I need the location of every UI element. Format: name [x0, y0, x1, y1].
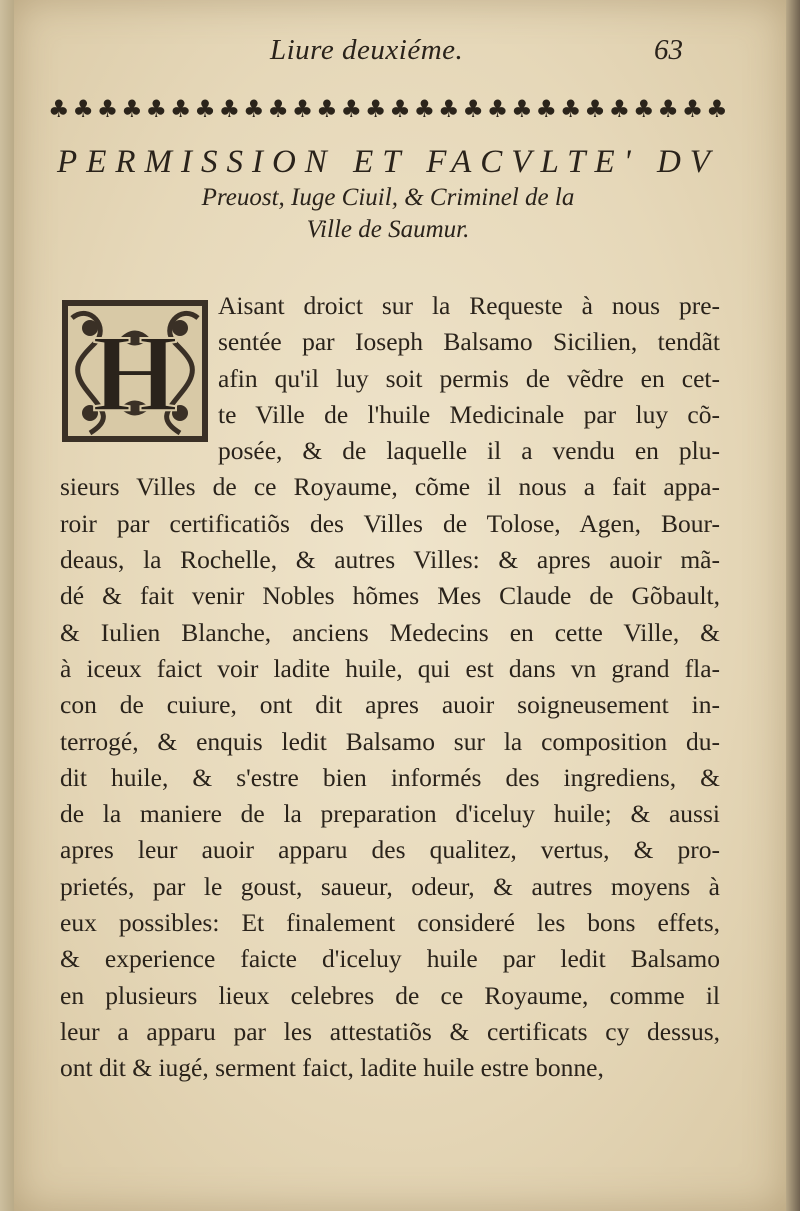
text-line: eux possibles: Et finalement consideré les bons effets, [60, 908, 720, 938]
fleuron-icon: ♣ [559, 95, 582, 123]
fleuron-icon: ♣ [608, 95, 631, 123]
fleuron-icon: ♣ [291, 95, 314, 123]
fleuron-icon: ♣ [364, 95, 387, 123]
fleuron-icon: ♣ [145, 95, 168, 123]
text-line: ont dit & iugé, serment faict, ladite huile estre bonne, [60, 1053, 604, 1083]
ornamental-band [48, 92, 728, 126]
right-page-edge [786, 0, 800, 1211]
page-number: 63 [654, 34, 683, 66]
text-line: de la maniere de la preparation d'iceluy huile; & aussi [60, 799, 720, 829]
text-line: leur a apparu par les attestatiõs & certificats cy dessus, [60, 1016, 720, 1046]
text-line: à iceux faict voir ladite huile, qui est dans vn grand fla- [60, 653, 720, 683]
fleuron-icon: ♣ [462, 95, 484, 123]
fleuron-icon: ♣ [218, 95, 241, 123]
section-heading [48, 142, 728, 246]
fleuron-icon: ♣ [413, 95, 436, 123]
fleuron-icon: ♣ [633, 95, 655, 123]
fleuron-icon: ♣ [681, 95, 704, 123]
text-line: Aisant droict sur la Requeste à nous pre- [218, 291, 720, 320]
text-line: afin qu'il luy soit permis de vẽdre en cet- [218, 363, 720, 393]
text-line: prietés, par le goust, saueur, odeur, & autres moyens à [60, 871, 720, 901]
text-line: te Ville de l'huile Medicinale par luy cõ- [218, 399, 720, 429]
fleuron-icon: ♣ [511, 95, 533, 123]
fleuron-icon: ♣ [657, 95, 679, 123]
fleuron-icon: ♣ [48, 95, 70, 123]
text-line: en plusieurs lieux celebres de ce Royaume, comme il [60, 980, 720, 1010]
fleuron-icon: ♣ [267, 95, 289, 123]
heading-main: PERMISSION ET FACVLTE' DV [57, 144, 719, 180]
text-line: roir par certificatiõs des Villes de Tolose, Agen, Bour- [60, 508, 720, 538]
fleuron-icon: ♣ [72, 95, 94, 123]
running-head-title: Liure deuxiéme. [270, 34, 464, 66]
fleuron-icon: ♣ [194, 95, 216, 123]
heading-sub-line-2: Ville de Saumur. [306, 216, 470, 243]
fleuron-icon: ♣ [389, 95, 411, 123]
text-line: & experience faicte d'iceluy huile par ledit Balsamo [60, 944, 720, 974]
text-line: sentée par Ioseph Balsamo Sicilien, tendãt [218, 327, 720, 357]
text-line: terrogé, & enquis ledit Balsamo sur la composition du- [60, 726, 720, 756]
fleuron-icon: ♣ [486, 95, 509, 123]
fleuron-icon: ♣ [169, 95, 192, 123]
dropcap-letter: H [92, 312, 178, 434]
fleuron-icon: ♣ [340, 95, 363, 123]
text-line: deaus, la Rochelle, & autres Villes: & apres auoir mã- [60, 545, 720, 575]
fleuron-icon: ♣ [535, 95, 558, 123]
text-line: con de cuiure, ont dit apres auoir soigneusement in- [60, 690, 720, 720]
text-line: posée, & de laquelle il a vendu en plu- [218, 436, 720, 466]
heading-sub-line-1: Preuost, Iuge Ciuil, & Criminel de la [201, 184, 575, 211]
fleuron-icon: ♣ [438, 95, 460, 123]
body-text [60, 288, 720, 1087]
fleuron-icon: ♣ [96, 95, 119, 123]
fleuron-icon: ♣ [121, 95, 143, 123]
text-line: sieurs Villes de ce Royaume, cõme il nous a fait appa- [60, 472, 720, 502]
running-head [14, 30, 786, 70]
left-page-edge [0, 0, 14, 1211]
fleuron-icon: ♣ [706, 95, 728, 123]
fleuron-icon: ♣ [316, 95, 338, 123]
text-line: dé & fait venir Nobles hõmes Mes Claude de Gõbault, [60, 581, 720, 611]
book-page [14, 0, 786, 1211]
text-line: apres leur auoir apparu des qualitez, vertus, & pro- [60, 835, 720, 865]
text-line: & Iulien Blanche, anciens Medecins en cette Ville, & [60, 617, 720, 647]
text-line: dit huile, & s'estre bien informés des ingrediens, & [60, 762, 720, 792]
fleuron-icon: ♣ [584, 95, 606, 123]
fleuron-icon: ♣ [243, 95, 265, 123]
